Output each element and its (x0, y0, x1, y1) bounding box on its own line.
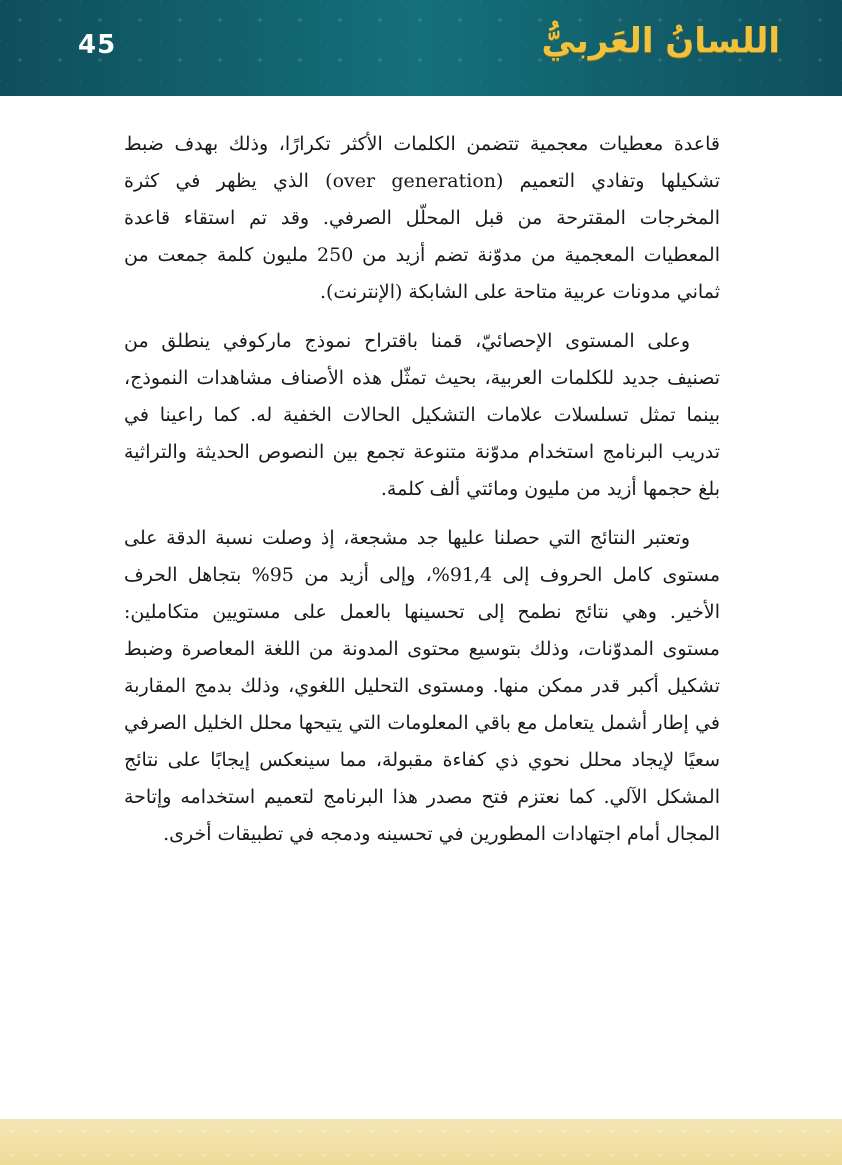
footer-pattern (0, 1119, 842, 1165)
page-header (0, 0, 842, 96)
english-term: (over generation) (325, 170, 504, 192)
page-footer (0, 1119, 842, 1165)
journal-logo: اللسانُ العَربيُّ (541, 21, 780, 61)
paragraph-1-part-2: الذي يظهر في كثرة المخرجات المقترحة من قبل المحلّل الصرفي. وقد تم استقاء قاعدة المعطيات المعجمية من مدوّنة تضم أزيد من 250 مليون كلمة جمعت من ثماني مدونات عربية متاحة على الشابكة (الإنترنت). (124, 170, 720, 303)
paragraph-1-part-1: قاعدة معطيات معجمية تتضمن الكلمات الأكثر تكرارًا، وذلك بهدف ضبط تشكيلها وتفادي التعميم (124, 133, 720, 192)
paragraph-lexical-database (124, 126, 720, 311)
page-number: 45 (78, 30, 117, 60)
paragraph-statistical-level: وعلى المستوى الإحصائيّ، قمنا باقتراح نموذج ماركوفي ينطلق من تصنيف جديد للكلمات العربية، بحيث تمثّل هذه الأصناف مشاهدات النموذج، بينما تمثل تسلسلات علامات التشكيل الحالات الخفية له. كما راعينا في تدريب البرنامج استخدام مدوّنة متنوعة تجمع بين النصوص الحديثة والتراثية بلغ حجمها أزيد من مليون ومائتي ألف كلمة. (124, 330, 720, 500)
article-body (124, 126, 720, 865)
paragraph-results: وتعتبر النتائج التي حصلنا عليها جد مشجعة، إذ وصلت نسبة الدقة على مستوى كامل الحروف إلى 91,4%، وإلى أزيد من 95% بتجاهل الحرف الأخير. وهي نتائج نطمح إلى تحسينها بالعمل على مستويين متكاملين: مستوى المدوّنات، وذلك بتوسيع محتوى المدونة من اللغة المعاصرة وضبط تشكيل أكبر قدر ممكن منها. ومستوى التحليل اللغوي، وذلك بدمج المقاربة في إطار أشمل يتعامل مع باقي المعلومات التي يتيحها محلل الخليل الصرفي سعيًا لإيجاد محلل نحوي ذي كفاءة مقبولة، مما سينعكس إيجابًا على نتائج المشكل الآلي. كما نعتزم فتح مصدر هذا البرنامج لتعميم استخدامه وإتاحة المجال أمام اجتهادات المطورين في تحسينه ودمجه في تطبيقات أخرى. (124, 527, 721, 845)
